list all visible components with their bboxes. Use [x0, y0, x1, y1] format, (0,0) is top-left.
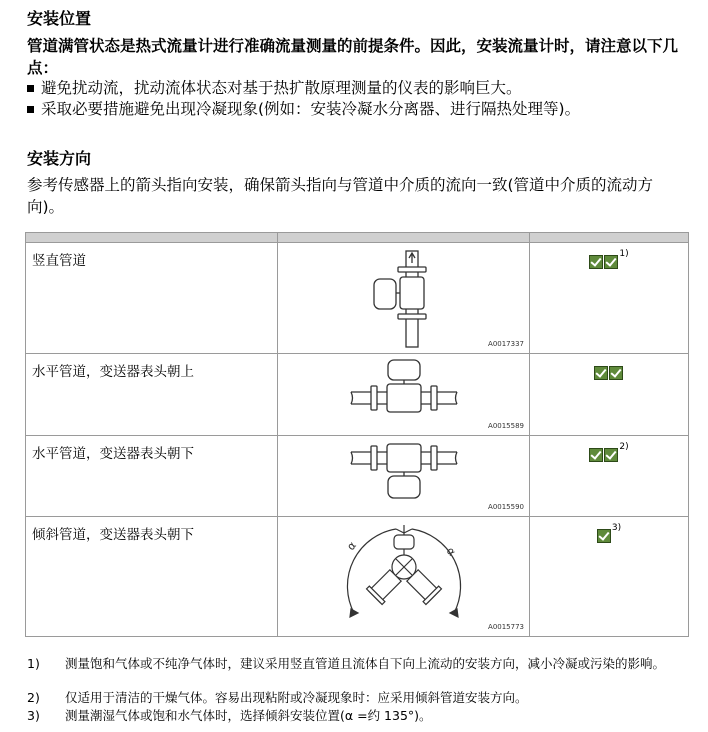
- table-row: [26, 517, 689, 637]
- footnote: [27, 655, 685, 672]
- section-title-install-position: 安装位置: [27, 9, 92, 28]
- inclined-pipe-diagram: [334, 521, 474, 633]
- figure-code: A0017337: [488, 340, 524, 348]
- footnote: [27, 689, 685, 706]
- svg-text:α: α: [443, 544, 458, 559]
- check-icon: [604, 448, 618, 462]
- vertical-pipe-diagram: [364, 249, 444, 349]
- rating-cell: [530, 243, 689, 354]
- install-direction-text: 参考传感器上的箭头指向安装，确保箭头指向与管道中介质的流向一致(管道中介质的流动方向)。: [27, 176, 654, 216]
- table-header-row: [26, 233, 689, 243]
- check-icon: [597, 529, 611, 543]
- check-icon: [589, 255, 603, 269]
- row-label: 水平管道，变送器表头朝下: [26, 436, 278, 517]
- bullet-square-icon: [27, 85, 34, 92]
- bullet-item: 采取必要措施避免出现冷凝现象(例如：安装冷凝水分离器、进行隔热处理等)。: [27, 99, 580, 120]
- figure-cell: [278, 436, 530, 517]
- figure-code: A0015589: [488, 422, 524, 430]
- table-row: [26, 354, 689, 436]
- figure-cell: [278, 243, 530, 354]
- footnote-number: 1): [27, 656, 40, 671]
- check-icon: [609, 366, 623, 380]
- check-icon: [594, 366, 608, 380]
- figure-cell: [278, 354, 530, 436]
- row-label: 倾斜管道，变送器表头朝下: [26, 517, 278, 637]
- check-icon: [589, 448, 603, 462]
- row-label: 水平管道，变送器表头朝上: [26, 354, 278, 436]
- install-position-lead: 管道满管状态是热式流量计进行准确流量测量的前提条件。因此，安装流量计时，请注意以下几点：: [27, 37, 679, 77]
- footnote-text: 测量潮湿气体或饱和水气体时，选择倾斜安装位置(α =约 135°)。: [65, 708, 432, 723]
- row-label: 竖直管道: [26, 243, 278, 354]
- figure-code: A0015773: [488, 623, 524, 631]
- install-position-bullets: [27, 78, 580, 120]
- figure-code: A0015590: [488, 503, 524, 511]
- footnote-number: 2): [27, 690, 40, 705]
- figure-cell: [278, 517, 530, 637]
- table-row: [26, 243, 689, 354]
- table-row: [26, 436, 689, 517]
- footnote-ref: 1): [619, 249, 629, 259]
- footnote-ref: 3): [611, 523, 622, 533]
- horizontal-head-down-diagram: [349, 440, 459, 506]
- orientation-table: [25, 232, 689, 637]
- footnote-text: 仅适用于清洁的干燥气体。容易出现粘附或冷凝现象时：应采用倾斜管道安装方向。: [65, 690, 528, 705]
- rating-cell: [530, 436, 689, 517]
- footnote-ref: 2): [619, 442, 629, 452]
- section-title-install-direction: 安装方向: [27, 149, 92, 168]
- rating-cell: [530, 354, 689, 436]
- svg-text:α: α: [343, 539, 359, 553]
- footnote-text: 测量饱和气体或不纯净气体时，建议采用竖直管道且流体自下向上流动的安装方向，减小冷凝或污染的影响。: [65, 656, 666, 671]
- bullet-item: 避免扰动流，扰动流体状态对基于热扩散原理测量的仪表的影响巨大。: [27, 78, 580, 99]
- footnote: [27, 707, 685, 724]
- check-icon: [604, 255, 618, 269]
- footnote-number: 3): [27, 708, 40, 723]
- horizontal-head-up-diagram: [349, 358, 459, 428]
- bullet-square-icon: [27, 106, 34, 113]
- rating-cell: [530, 517, 689, 637]
